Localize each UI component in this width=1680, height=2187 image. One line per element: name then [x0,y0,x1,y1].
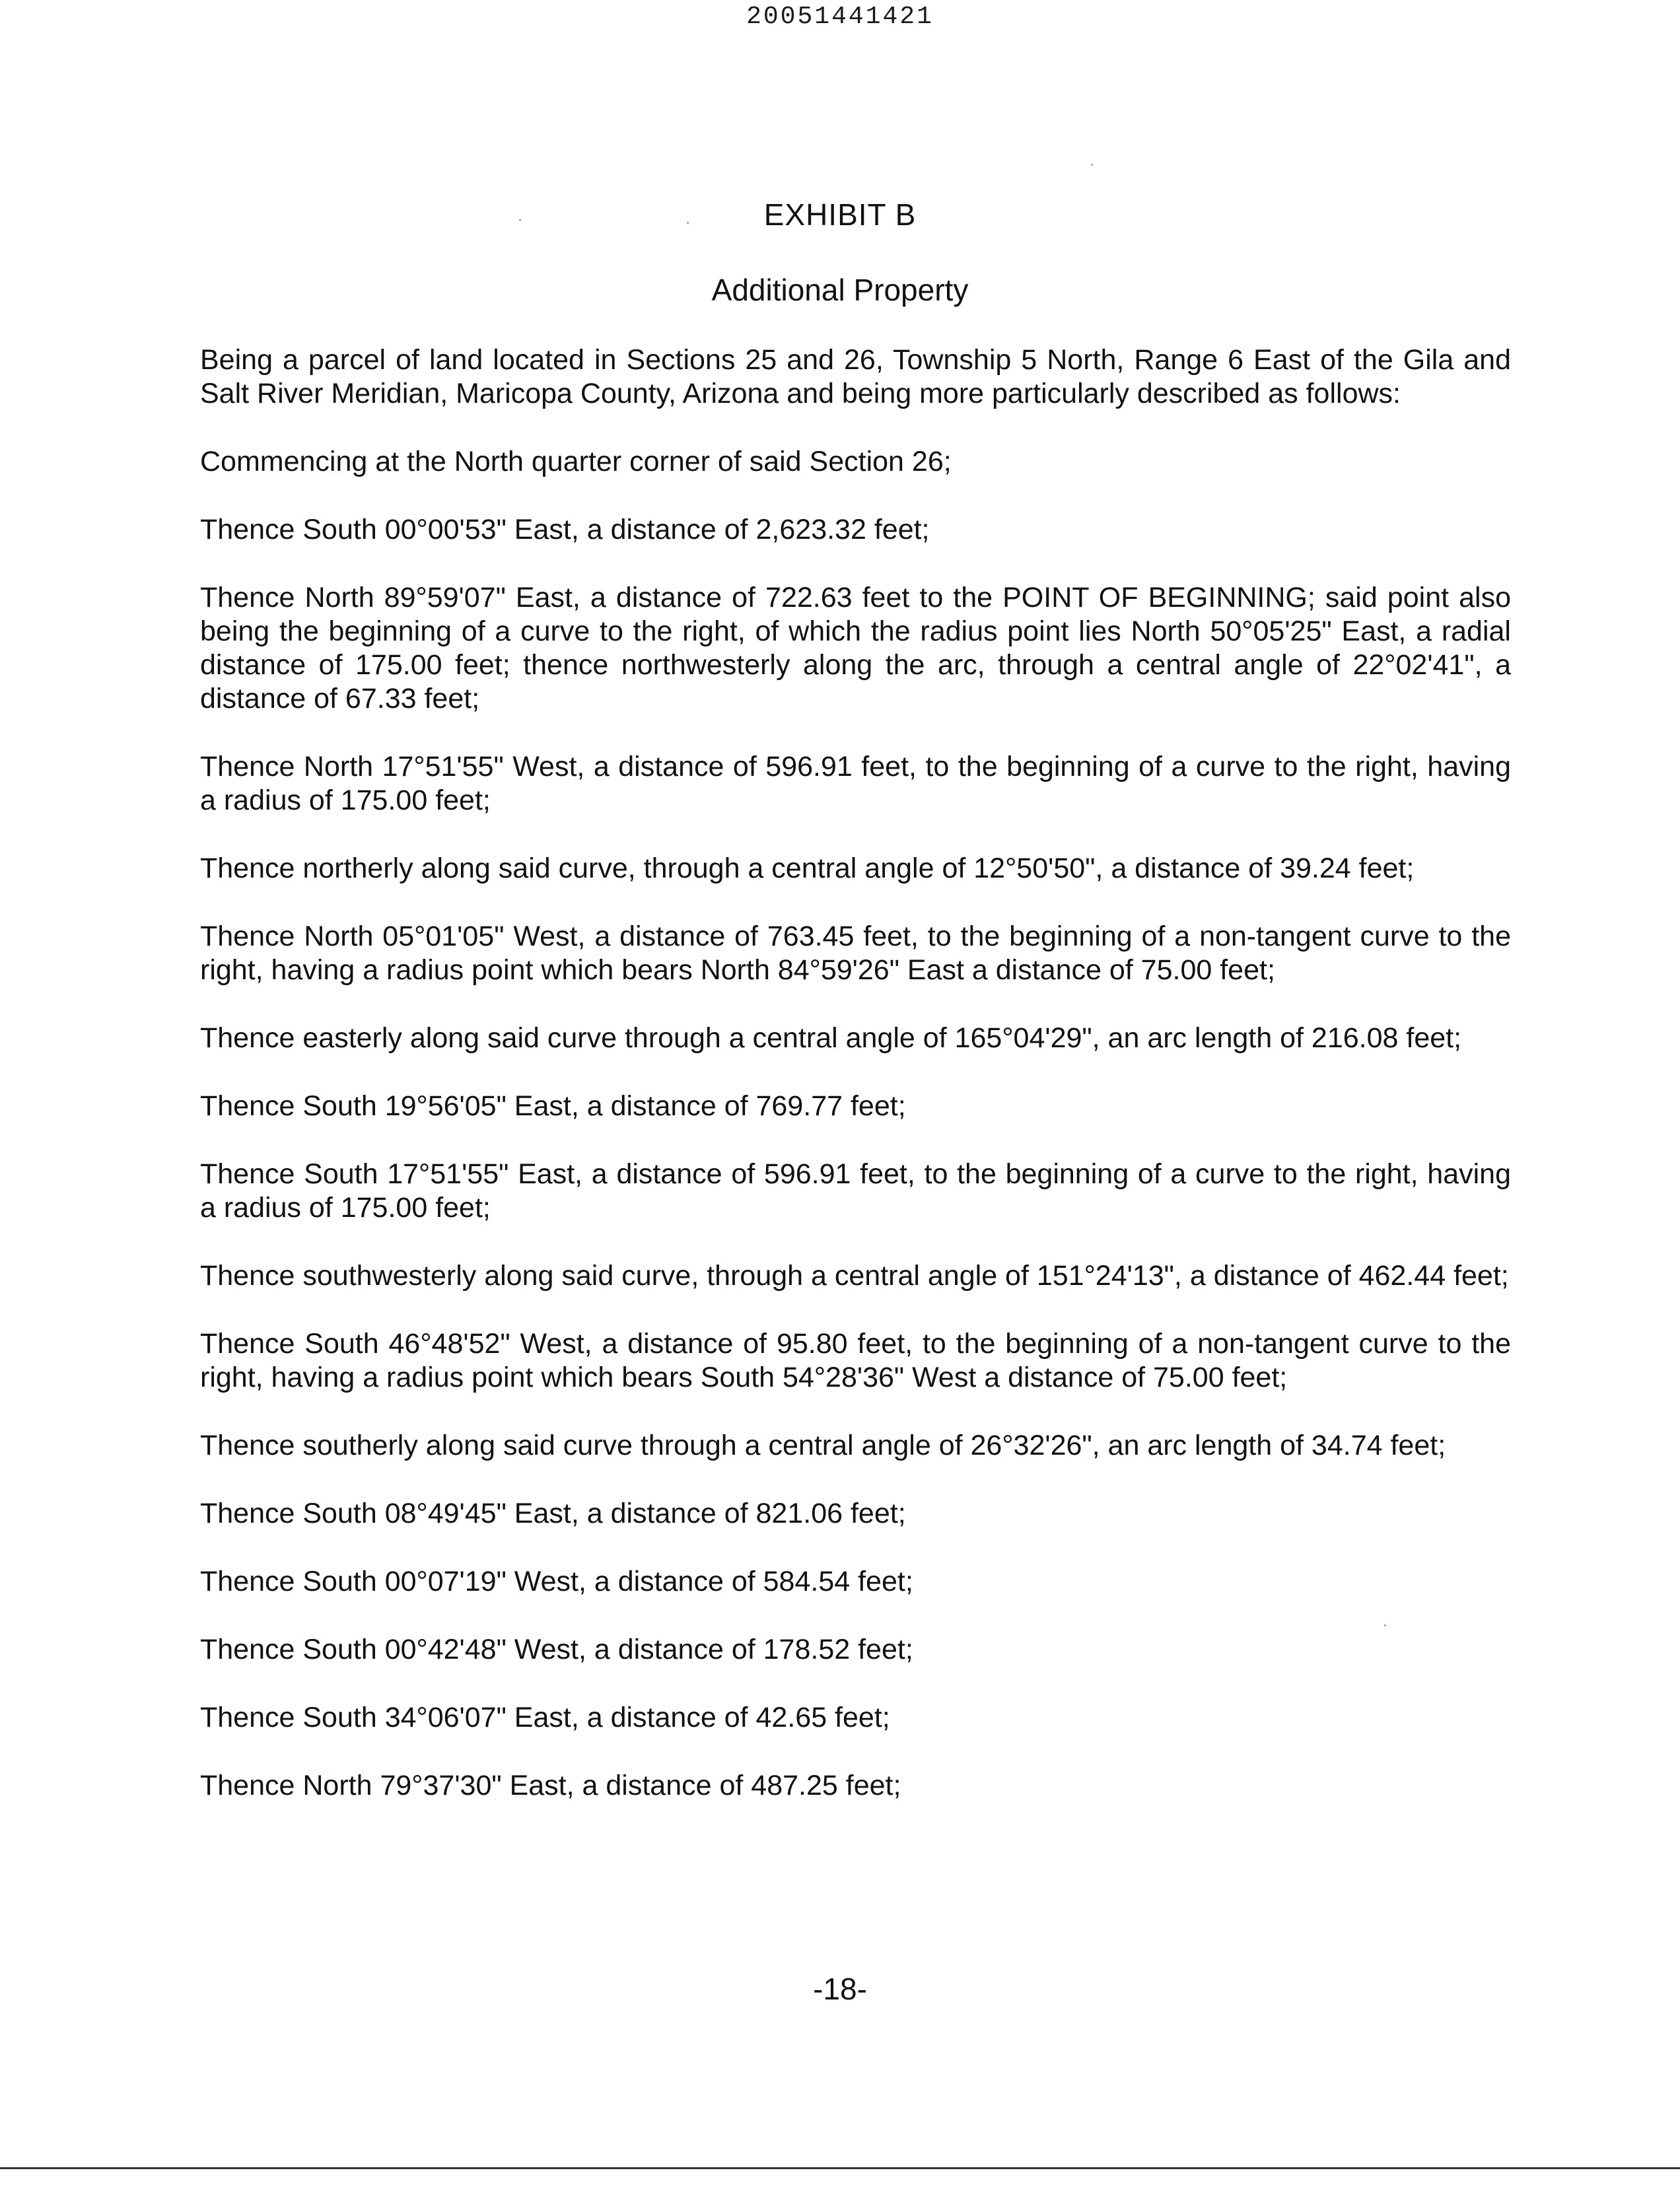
paragraph-course: Thence South 34°06'07" East, a distance of 42.65 feet; [200,1702,890,1733]
recording-number: 20051441421 [746,3,934,31]
legal-description [200,343,1511,1837]
paragraph-course: Thence South 17°51'55" East, a distance of 596.91 feet, to the beginning of a curve to the right, having a radius of 175.00 feet; [200,1158,1511,1224]
paragraph-course: Thence South 00°07'19" West, a distance of 584.54 feet; [200,1566,913,1597]
scan-edge-rule [0,2167,1680,2169]
paragraph-course: Thence southwesterly along said curve, through a central angle of 151°24'13", a distance of 462.44 feet; [200,1260,1509,1292]
paragraph-course: Thence South 46°48'52" West, a distance of 95.80 feet, to the beginning of a non-tangent curve to the right, having a radius point which bears South 54°28'36" West a distance of 75.00 feet; [200,1328,1511,1393]
paragraph-course: Thence South 00°42'48" West, a distance of 178.52 feet; [200,1634,913,1665]
paragraph-course: Thence North 79°37'30" East, a distance of 487.25 feet; [200,1770,901,1801]
paragraph-course: Thence easterly along said curve through a central angle of 165°04'29", an arc length of 216.08 feet; [200,1022,1462,1054]
paragraph-course: Thence North 17°51'55" West, a distance of 596.91 feet, to the beginning of a curve to the right, having a radius of 175.00 feet; [200,751,1511,816]
paragraph-course: Thence southerly along said curve through a central angle of 26°32'26", an arc length of 34.74 feet; [200,1430,1446,1461]
scan-speck [519,219,521,221]
paragraph-course: Thence South 19°56'05" East, a distance of 769.77 feet; [200,1090,906,1122]
paragraph-course: Thence South 00°00'53" East, a distance of 2,623.32 feet; [200,514,930,545]
page-number: -18- [813,1972,867,2006]
scan-speck [1384,1624,1386,1626]
exhibit-subtitle: Additional Property [711,273,969,307]
paragraph-point-of-beginning: Thence North 89°59'07" East, a distance of 722.63 feet to the POINT OF BEGINNING; said point also being the beginning of a curve to the right, of which the radius point lies North 50°05'25" East, a radial distance of 175.00 feet; thence northwesterly along the arc, through a central angle of 22°02'41", a distance of 67.33 feet; [200,582,1511,714]
scan-speck [687,222,689,224]
exhibit-title: EXHIBIT B [763,197,917,232]
scan-speck [1091,164,1093,166]
paragraph-course: Thence South 08°49'45" East, a distance of 821.06 feet; [200,1498,906,1529]
paragraph-intro: Being a parcel of land located in Sections 25 and 26, Township 5 North, Range 6 East of the Gila and Salt River Meridian, Maricopa County, Arizona and being more particularly described as follows: [200,344,1511,409]
paragraph-course: Thence northerly along said curve, through a central angle of 12°50'50", a distance of 39.24 feet; [200,852,1415,884]
paragraph-commencing: Commencing at the North quarter corner of said Section 26; [200,446,952,477]
paragraph-course: Thence North 05°01'05" West, a distance of 763.45 feet, to the beginning of a non-tangent curve to the right, having a radius point which bears North 84°59'26" East a distance of 75.00 feet; [200,920,1511,986]
